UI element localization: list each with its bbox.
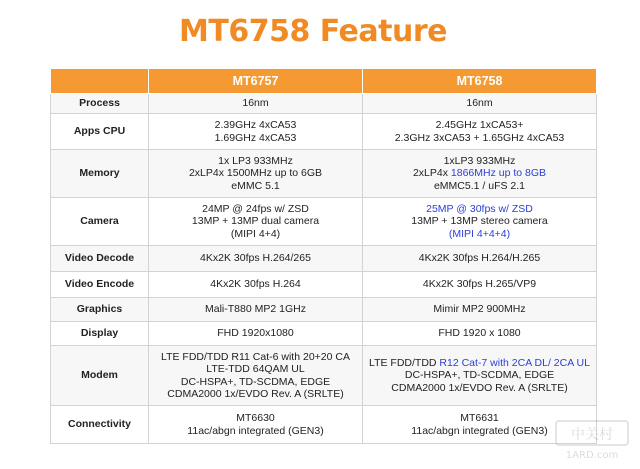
cell-line <box>367 369 592 382</box>
cell-line <box>367 167 592 180</box>
cell-text: FHD 1920x1080 <box>217 327 294 340</box>
cell-line <box>153 351 358 364</box>
table-header-row <box>51 69 597 94</box>
cell-text: Mimir MP2 900MHz <box>433 303 526 316</box>
row-label: Process <box>51 94 149 114</box>
cell-line <box>367 357 592 370</box>
cell-text: 2.3GHz 3xCA53 + 1.65GHz 4xCA53 <box>394 131 565 144</box>
cell-mt6758 <box>363 272 597 298</box>
row-label: Video Encode <box>51 272 149 298</box>
cell-mt6757 <box>149 322 363 346</box>
table-row <box>51 272 597 298</box>
cell-line <box>367 180 592 193</box>
table-row <box>51 114 597 150</box>
cell-text: DC-HSPA+, TD-SCDMA, EDGE <box>404 369 555 382</box>
cell-text: 4Kx2K 30fps H.265/VP9 <box>422 278 537 291</box>
cell-line <box>367 327 592 340</box>
watermark-sub: 1ARD.com <box>565 450 619 461</box>
cell-line <box>153 303 358 316</box>
page-title: MT6758 Feature <box>179 14 447 49</box>
cell-mt6758 <box>363 94 597 114</box>
cell-text: 2xLP4x 1500MHz up to 6GB <box>188 167 323 180</box>
cell-line <box>153 119 358 132</box>
watermark-logo <box>552 417 632 463</box>
cell-line <box>153 155 358 168</box>
cell-text: 13MP + 13MP dual camera <box>191 215 320 228</box>
cell-line <box>153 132 358 145</box>
cell-mt6757 <box>149 246 363 272</box>
cell-mt6757 <box>149 272 363 298</box>
cell-text: DC-HSPA+, TD-SCDMA, EDGE <box>180 375 331 388</box>
cell-text: 4Kx2K 30fps H.264/H.265 <box>418 252 541 265</box>
cell-line <box>367 132 592 145</box>
cell-line <box>367 119 592 132</box>
cell-mt6758 <box>363 114 597 150</box>
table-row <box>51 150 597 198</box>
cell-mt6758 <box>363 298 597 322</box>
table-row <box>51 246 597 272</box>
row-label: Connectivity <box>51 406 149 444</box>
cell-text: CDMA2000 1x/EVDO Rev. A (SRLTE) <box>167 388 344 400</box>
cell-mt6758 <box>363 246 597 272</box>
cell-line <box>153 252 358 265</box>
cell-text: 16nm <box>466 97 493 110</box>
table-row <box>51 198 597 246</box>
cell-line <box>367 203 592 216</box>
row-label: Memory <box>51 150 149 198</box>
row-label: Modem <box>51 346 149 406</box>
cell-mt6757 <box>149 198 363 246</box>
cell-text: 1xLP3 933MHz <box>443 154 516 167</box>
header-corner-cell <box>51 69 149 94</box>
cell-line <box>153 278 358 291</box>
cell-text: LTE FDD/TDD R11 Cat-6 with 20+20 CA <box>161 350 350 363</box>
cell-line <box>153 376 358 389</box>
highlighted-text: (MIPI 4+4+4) <box>448 227 511 240</box>
table-body <box>51 94 597 444</box>
cell-mt6757 <box>149 406 363 444</box>
cell-text: 4Kx2K 30fps H.264 <box>210 278 301 291</box>
cell-line <box>153 425 358 438</box>
cell-line <box>153 363 358 376</box>
cell-line <box>367 252 592 265</box>
highlighted-text: R12 Cat-7 with 2CA DL/ 2CA UL <box>439 356 590 369</box>
cell-line <box>367 278 592 291</box>
row-label: Display <box>51 322 149 346</box>
feature-comparison-table <box>50 68 597 444</box>
header-mt6758: MT6758 <box>363 69 597 94</box>
cell-mt6757 <box>149 150 363 198</box>
cell-mt6757 <box>149 298 363 322</box>
cell-text: 4Kx2K 30fps H.264/265 <box>200 252 311 265</box>
cell-mt6758 <box>363 150 597 198</box>
table-row <box>51 346 597 406</box>
table-row <box>51 406 597 444</box>
cell-text: eMMC 5.1 <box>231 179 280 192</box>
cell-text: CDMA2000 1x/EVDO Rev. A (SRLTE) <box>391 381 568 394</box>
cell-line <box>153 388 358 401</box>
cell-text: 1.69GHz 4xCA53 <box>214 131 297 144</box>
cell-text: LTE-TDD 64QAM UL <box>206 363 305 375</box>
cell-mt6758 <box>363 322 597 346</box>
row-label: Camera <box>51 198 149 246</box>
cell-text: 24MP @ 24fps w/ ZSD <box>202 202 309 215</box>
cell-line <box>153 180 358 193</box>
cell-mt6758 <box>363 346 597 406</box>
cell-line <box>153 228 358 241</box>
highlighted-text: @ 30fps w/ ZSD <box>453 202 533 215</box>
cell-line <box>153 203 358 216</box>
watermark-text: 中关村 <box>571 427 613 443</box>
cell-text: 2.39GHz 4xCA53 <box>214 119 297 131</box>
cell-line <box>367 215 592 228</box>
row-label: Graphics <box>51 298 149 322</box>
cell-text: 16nm <box>242 97 269 110</box>
cell-text: LTE FDD/TDD <box>369 356 440 369</box>
header-mt6757: MT6757 <box>149 69 363 94</box>
cell-text: Mali-T880 MP2 1GHz <box>205 303 306 316</box>
cell-mt6757 <box>149 114 363 150</box>
cell-line <box>153 167 358 180</box>
table-row <box>51 298 597 322</box>
cell-line <box>153 215 358 228</box>
cell-line <box>367 303 592 316</box>
cell-mt6757 <box>149 94 363 114</box>
cell-line <box>367 382 592 395</box>
cell-text: 13MP + 13MP stereo camera <box>411 215 548 228</box>
cell-text: 2.45GHz 1xCA53+ <box>435 119 524 131</box>
cell-text: MT6631 <box>460 412 499 424</box>
cell-line <box>367 97 592 110</box>
cell-line <box>367 155 592 168</box>
cell-line <box>367 228 592 241</box>
row-label: Video Decode <box>51 246 149 272</box>
cell-text: eMMC5.1 / uFS 2.1 <box>433 179 526 192</box>
row-label: Apps CPU <box>51 114 149 150</box>
table-row <box>51 322 597 346</box>
cell-mt6757 <box>149 346 363 406</box>
cell-line <box>153 412 358 425</box>
cell-mt6758 <box>363 198 597 246</box>
cell-text: 11ac/abgn integrated (GEN3) <box>411 424 548 437</box>
cell-text: 11ac/abgn integrated (GEN3) <box>187 424 324 437</box>
highlighted-text: 1866MHz up to 8GB <box>450 167 547 180</box>
cell-text: 1x LP3 933MHz <box>218 154 293 167</box>
cell-text: 25MP <box>426 202 454 215</box>
cell-text: (MIPI 4+4) <box>230 227 281 240</box>
cell-text: MT6630 <box>236 412 275 424</box>
cell-text: FHD 1920 x 1080 <box>438 327 521 340</box>
cell-line <box>153 97 358 110</box>
cell-text: 2xLP4x <box>412 167 451 180</box>
table-row <box>51 94 597 114</box>
cell-line <box>153 327 358 340</box>
